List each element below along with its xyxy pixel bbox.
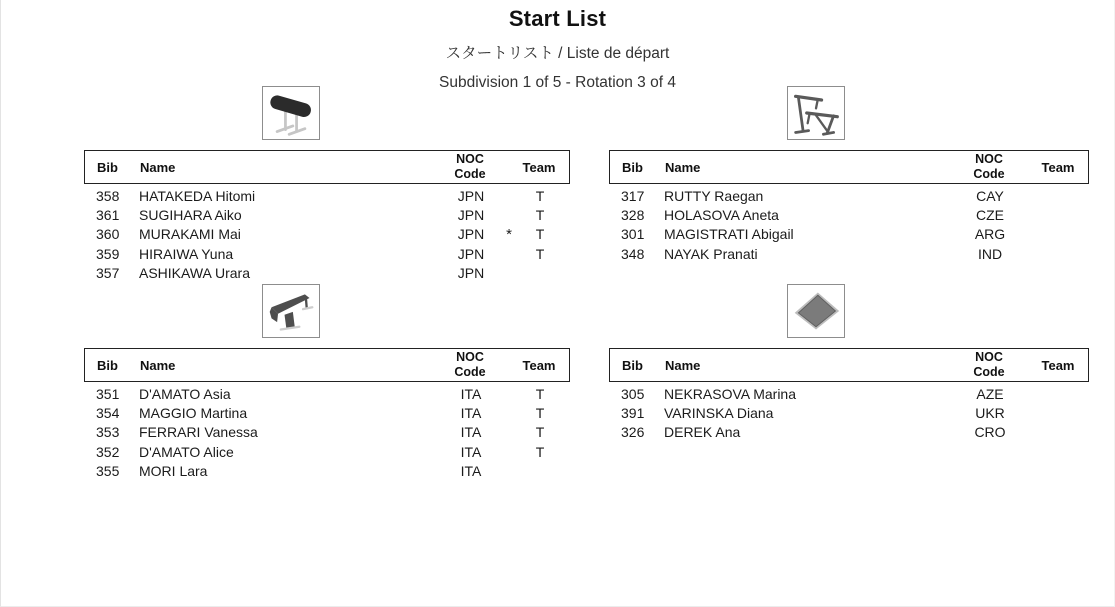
team-column-header: Team: [1041, 357, 1075, 373]
name-column-header: Name: [665, 159, 701, 175]
bib-number: 301: [621, 226, 645, 243]
floor-mat-icon: [787, 284, 845, 338]
table-header: [84, 348, 570, 382]
noc-code: JPN: [457, 187, 485, 204]
vault-icon: [262, 86, 320, 140]
athlete-name: MORI Lara: [139, 462, 208, 479]
noc-code: ARG: [974, 226, 1006, 243]
table-row: [84, 244, 570, 263]
athlete-name: VARINSKA Diana: [664, 404, 774, 421]
table-row: [609, 403, 1089, 422]
noc-code: CAY: [976, 187, 1004, 204]
athlete-name: NAYAK Pranati: [664, 245, 758, 262]
table-row: [84, 384, 570, 403]
noc-code-column-header: NOC Code: [454, 350, 486, 379]
name-column-header: Name: [140, 159, 176, 175]
table-row: [609, 423, 1089, 442]
noc-code: ITA: [460, 404, 482, 421]
team-column-header: Team: [522, 357, 556, 373]
bib-number: 359: [96, 245, 120, 262]
bib-number: 360: [96, 226, 120, 243]
noc-code: ITA: [460, 462, 482, 479]
noc-code: JPN: [457, 206, 485, 223]
bib-number: 353: [96, 424, 120, 441]
bib-number: 352: [96, 443, 120, 460]
athlete-name: HOLASOVA Aneta: [664, 206, 779, 223]
table-row: [609, 244, 1089, 263]
bib-number: 354: [96, 404, 120, 421]
table-row: [609, 186, 1089, 205]
athlete-name: NEKRASOVA Marina: [664, 385, 797, 402]
floor-exercise-start-list-rows: [609, 384, 1089, 442]
table-row: [609, 205, 1089, 224]
bib-column-header: Bib: [97, 159, 118, 175]
table-row: [84, 186, 570, 205]
bib-number: 326: [621, 424, 645, 441]
athlete-name: ASHIKAWA Urara: [139, 264, 250, 281]
table-row: [609, 225, 1089, 244]
page-subtitle: スタートリスト / Liste de départ: [445, 45, 670, 62]
athlete-name: D'AMATO Alice: [139, 443, 234, 460]
team-column-header: Team: [522, 159, 556, 175]
noc-code: JPN: [457, 245, 485, 262]
table-row: [84, 442, 570, 461]
team-flag: T: [535, 245, 545, 262]
vault-start-list-rows: [84, 186, 570, 282]
table-row: [84, 403, 570, 422]
athlete-name: HIRAIWA Yuna: [139, 245, 234, 262]
bib-number: 361: [96, 206, 120, 223]
noc-code: AZE: [976, 385, 1004, 402]
table-row: [84, 423, 570, 442]
team-flag: T: [535, 226, 545, 243]
table-row: [84, 263, 570, 282]
team-flag: T: [535, 385, 545, 402]
noc-code-column-header: NOC Code: [973, 152, 1005, 181]
bib-number: 348: [621, 245, 645, 262]
table-header: [609, 150, 1089, 184]
athlete-name: D'AMATO Asia: [139, 385, 231, 402]
table-header: [84, 150, 570, 184]
athlete-name: MURAKAMI Mai: [139, 226, 241, 243]
bib-number: 358: [96, 187, 120, 204]
athlete-name: SUGIHARA Aiko: [139, 206, 242, 223]
bib-number: 328: [621, 206, 645, 223]
bib-column-header: Bib: [97, 357, 118, 373]
noc-code: ITA: [460, 443, 482, 460]
noc-code-column-header: NOC Code: [454, 152, 486, 181]
noc-code: IND: [977, 245, 1003, 262]
bib-column-header: Bib: [622, 357, 643, 373]
bib-number: 305: [621, 385, 645, 402]
noc-code: ITA: [460, 424, 482, 441]
noc-code: JPN: [457, 226, 485, 243]
athlete-name: MAGISTRATI Abigail: [664, 226, 794, 243]
page-title: Start List: [508, 6, 607, 31]
name-column-header: Name: [665, 357, 701, 373]
noc-code-column-header: NOC Code: [973, 350, 1005, 379]
athlete-name: HATAKEDA Hitomi: [139, 187, 256, 204]
athlete-name: FERRARI Vanessa: [139, 424, 258, 441]
bib-number: 351: [96, 385, 120, 402]
bib-column-header: Bib: [622, 159, 643, 175]
table-row: [609, 384, 1089, 403]
star-marker: *: [506, 225, 512, 243]
uneven-bars-icon: [787, 86, 845, 140]
noc-code: ITA: [460, 385, 482, 402]
noc-code: CZE: [976, 206, 1004, 223]
team-column-header: Team: [1041, 159, 1075, 175]
bib-number: 317: [621, 187, 645, 204]
noc-code: UKR: [975, 404, 1005, 421]
balance-beam-icon: [262, 284, 320, 338]
noc-code: JPN: [457, 264, 485, 281]
table-header: [609, 348, 1089, 382]
bib-number: 391: [621, 404, 645, 421]
athlete-name: RUTTY Raegan: [664, 187, 764, 204]
subdivision-rotation-label: Subdivision 1 of 5 - Rotation 3 of 4: [439, 74, 676, 91]
athlete-name: MAGGIO Martina: [139, 404, 248, 421]
table-row: [84, 205, 570, 224]
balance-beam-start-list-rows: [84, 384, 570, 480]
table-row: [84, 225, 570, 244]
team-flag: T: [535, 187, 545, 204]
uneven-bars-start-list-rows: [609, 186, 1089, 263]
team-flag: T: [535, 443, 545, 460]
team-flag: T: [535, 404, 545, 421]
noc-code: CRO: [974, 424, 1006, 441]
team-flag: T: [535, 206, 545, 223]
team-flag: T: [535, 424, 545, 441]
name-column-header: Name: [140, 357, 176, 373]
bib-number: 355: [96, 462, 120, 479]
table-row: [84, 461, 570, 480]
bib-number: 357: [96, 264, 120, 281]
athlete-name: DEREK Ana: [664, 424, 741, 441]
